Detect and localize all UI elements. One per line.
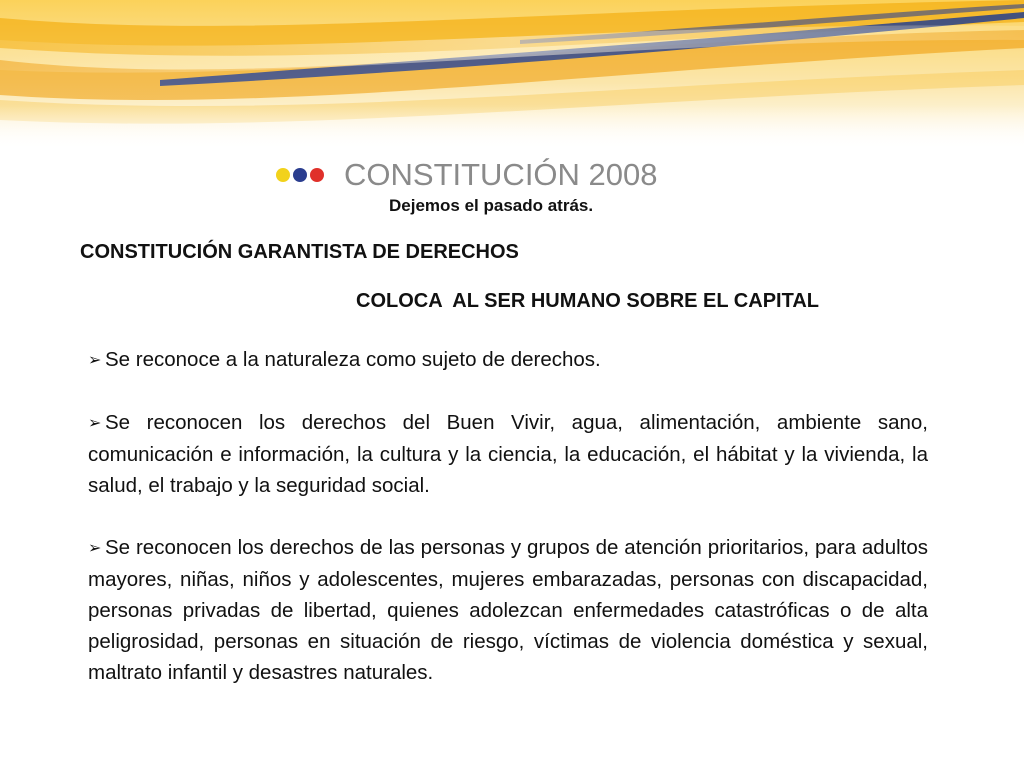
red-dot-icon [310,168,324,182]
bullet-text: Se reconocen los derechos de las personas y grupos de atención prioritarios, para adultos mayores, niñas, niños y adolescentes, mujeres embarazadas, personas con discapacidad, personas privadas de libertad, quienes adolezcan enfermedades catastróficas o de alta peligrosidad, personas en situación de riesgo, víctimas de violencia doméstica y sexual, maltrato infantil y desastres naturales. [88,536,928,684]
constitucion-logo [276,156,696,222]
blue-dot-icon [293,168,307,182]
bullet-text: Se reconoce a la naturaleza como sujeto de derechos. [105,348,601,371]
decorative-banner [0,0,1024,150]
primary-heading: CONSTITUCIÓN GARANTISTA DE DERECHOS [80,241,519,263]
logo-dots [276,168,336,182]
bullet-item [88,344,928,376]
arrow-bullet-icon: ➢ [88,352,102,369]
arrow-bullet-icon: ➢ [88,540,102,557]
bullet-list [88,344,928,688]
bullet-item [88,532,928,688]
bullet-text: Se reconocen los derechos del Buen Vivir, agua, alimentación, ambiente sano, comunicación e información, la cultura y la ciencia, la educación, el hábitat y la vivienda, la salud, el trabajo y la seguridad social. [88,411,928,497]
arrow-bullet-icon: ➢ [88,415,102,432]
secondary-heading: COLOCA AL SER HUMANO SOBRE EL CAPITAL [356,290,819,312]
yellow-dot-icon [276,168,290,182]
logo-title: CONSTITUCIÓN 2008 [344,157,658,192]
logo-tagline: Dejemos el pasado atrás. [389,196,594,215]
bullet-item [88,407,928,501]
